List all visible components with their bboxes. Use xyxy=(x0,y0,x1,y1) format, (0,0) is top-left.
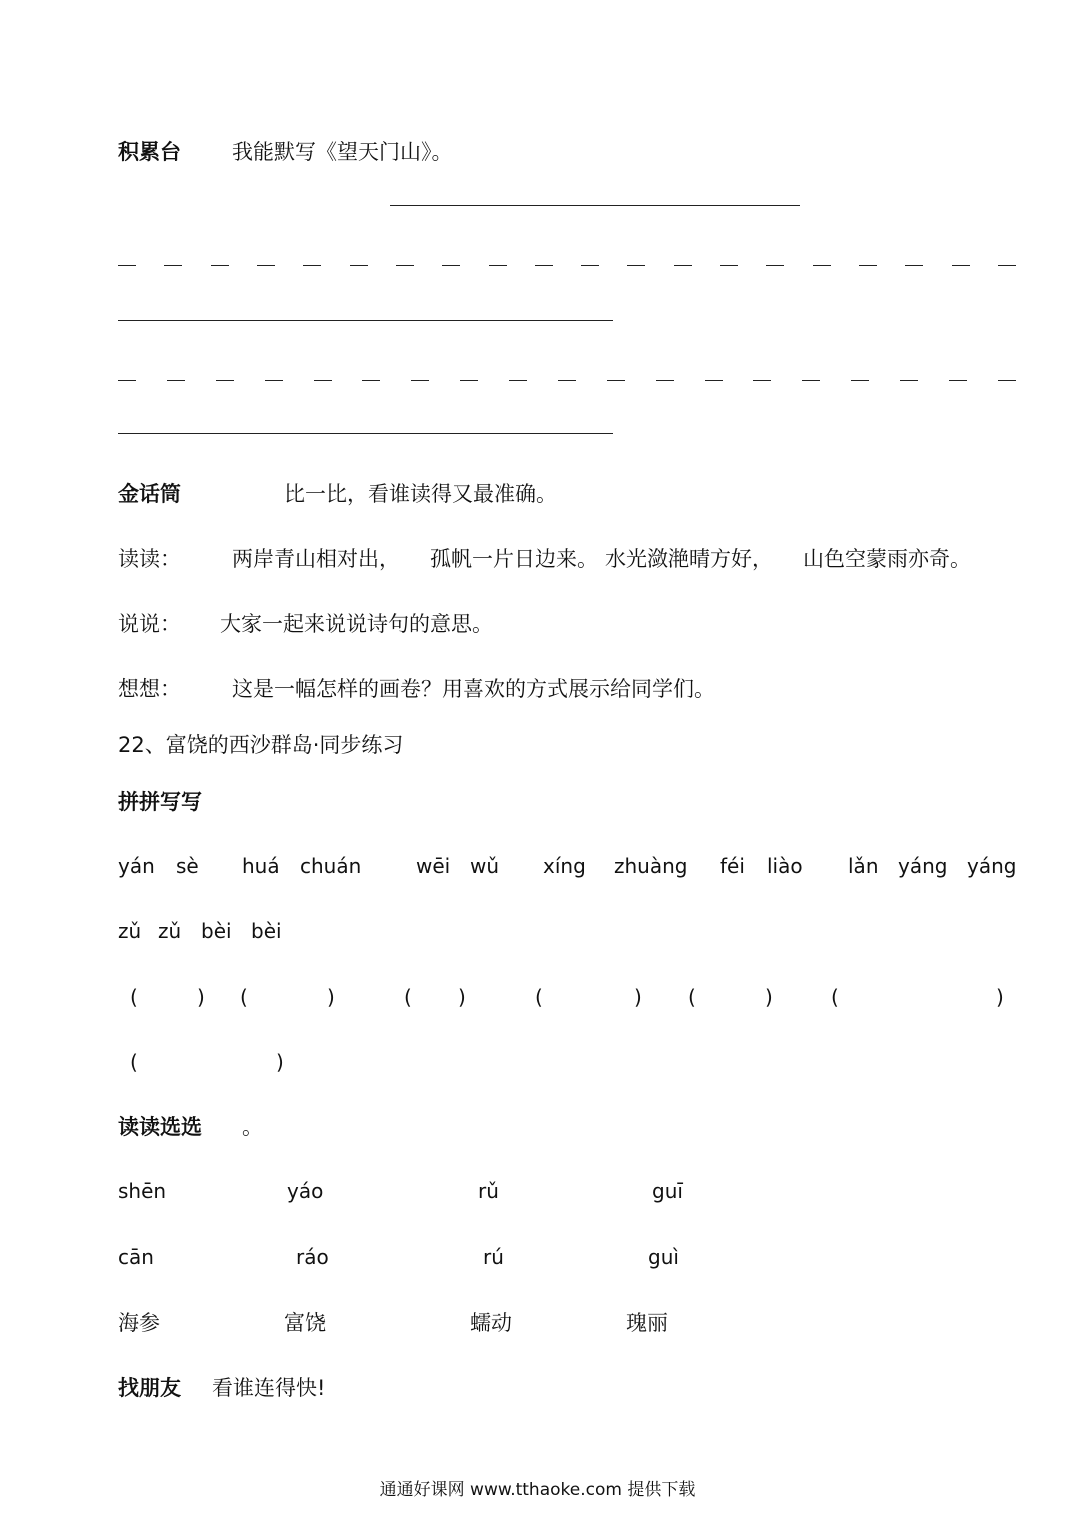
word: 蠕动 xyxy=(470,1311,512,1335)
pinyin: zhuàng xyxy=(614,854,688,878)
answer-paren-open: ( xyxy=(240,985,248,1009)
answer-line-4[interactable] xyxy=(118,380,1016,382)
instruction-jilei: 我能默写《望天门山》。 xyxy=(232,140,453,164)
say-label: 说说： xyxy=(118,612,181,636)
answer-line-5[interactable] xyxy=(118,433,613,434)
instruction-zhao: 看谁连得快! xyxy=(212,1376,326,1400)
answer-paren-open: ( xyxy=(130,1050,138,1074)
section-heading-pinpin: 拼拼写写 xyxy=(118,790,202,814)
choice-pinyin[interactable]: cān xyxy=(118,1245,154,1269)
answer-paren-close: ) xyxy=(197,985,205,1009)
choice-pinyin[interactable]: shēn xyxy=(118,1179,167,1203)
answer-paren-open: ( xyxy=(831,985,839,1009)
poem-line-3: 水光潋滟晴方好， xyxy=(605,547,773,571)
heading-suffix: 。 xyxy=(242,1115,263,1139)
pinyin: féi xyxy=(720,854,745,878)
footer: 通通好课网 www.tthaoke.com 提供下载 xyxy=(379,1480,696,1500)
pinyin: bèi xyxy=(251,919,282,943)
word: 富饶 xyxy=(284,1311,326,1335)
pinyin: xíng xyxy=(543,854,586,878)
answer-paren-close: ) xyxy=(634,985,642,1009)
choice-pinyin[interactable]: guì xyxy=(648,1245,679,1269)
pinyin: huá xyxy=(242,854,280,878)
pinyin: chuán xyxy=(300,854,362,878)
poem-line-2: 孤帆一片日边来。 xyxy=(430,547,598,571)
pinyin: wǔ xyxy=(470,854,500,878)
answer-paren-close: ) xyxy=(765,985,773,1009)
pinyin: zǔ xyxy=(158,919,182,943)
read-label: 读读： xyxy=(118,547,181,571)
answer-paren-open: ( xyxy=(404,985,412,1009)
pinyin: yáng xyxy=(898,854,948,878)
word: 瑰丽 xyxy=(626,1311,668,1335)
instruction-jinhua: 比一比，看谁读得又最准确。 xyxy=(284,482,557,506)
pinyin: bèi xyxy=(201,919,232,943)
pinyin: sè xyxy=(176,854,199,878)
think-text: 这是一幅怎样的画卷？用喜欢的方式展示给同学们。 xyxy=(232,677,715,701)
choice-pinyin[interactable]: rú xyxy=(483,1245,504,1269)
lesson-title: 22、富饶的西沙群岛·同步练习 xyxy=(118,733,404,757)
choice-pinyin[interactable]: guī xyxy=(652,1179,683,1203)
pinyin: zǔ xyxy=(118,919,142,943)
choice-pinyin[interactable]: rǔ xyxy=(478,1179,499,1203)
choice-pinyin[interactable]: yáo xyxy=(287,1179,324,1203)
answer-paren-close: ) xyxy=(327,985,335,1009)
answer-paren-open: ( xyxy=(688,985,696,1009)
answer-paren-close: ) xyxy=(996,985,1004,1009)
answer-line-1[interactable] xyxy=(390,205,800,206)
answer-paren-open: ( xyxy=(130,985,138,1009)
pinyin: yán xyxy=(118,854,155,878)
pinyin: wēi xyxy=(416,854,451,878)
section-heading-zhao: 找朋友 xyxy=(118,1376,181,1400)
pinyin: liào xyxy=(767,854,803,878)
answer-line-3[interactable] xyxy=(118,320,613,321)
choice-pinyin[interactable]: ráo xyxy=(296,1245,329,1269)
word: 海参 xyxy=(118,1311,160,1335)
section-heading-jinhua: 金话筒 xyxy=(118,482,181,506)
pinyin: lǎn xyxy=(848,854,879,878)
answer-paren-open: ( xyxy=(535,985,543,1009)
poem-line-4: 山色空蒙雨亦奇。 xyxy=(803,547,971,571)
section-heading-jilei: 积累台 xyxy=(118,140,181,164)
say-text: 大家一起来说说诗句的意思。 xyxy=(220,612,493,636)
think-label: 想想： xyxy=(118,677,181,701)
pinyin: yáng xyxy=(967,854,1017,878)
answer-line-2[interactable] xyxy=(118,265,1016,267)
poem-line-1: 两岸青山相对出， xyxy=(232,547,400,571)
section-heading-duxuan: 读读选选 xyxy=(118,1115,202,1139)
answer-paren-close: ) xyxy=(458,985,466,1009)
answer-paren-close: ) xyxy=(276,1050,284,1074)
